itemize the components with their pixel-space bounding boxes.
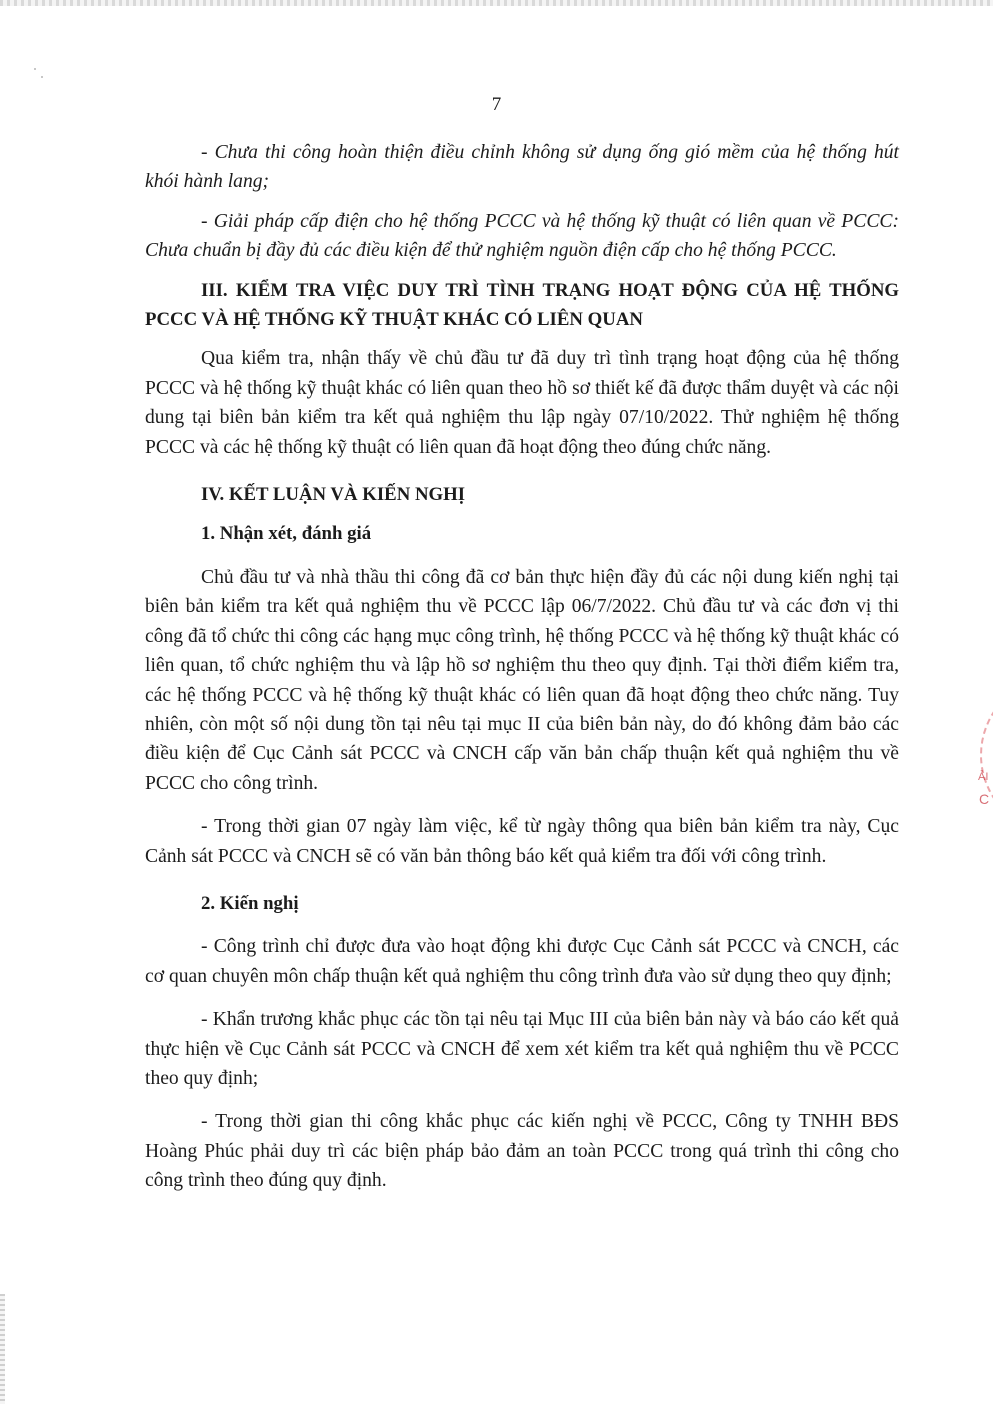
section-heading-iii: III. KIỂM TRA VIỆC DUY TRÌ TÌNH TRẠNG HOẠT ĐỘNG CỦA HỆ THỐNG PCCC VÀ HỆ THỐNG KỸ THUẬT KHÁC CÓ LIÊN QUAN — [145, 279, 899, 331]
subheading-recommendations: 2. Kiến nghị — [201, 892, 299, 914]
paragraph-notification: - Trong thời gian 07 ngày làm việc, kể từ ngày thông qua biên bản kiểm tra này, Cục Cảnh sát PCCC và CNCH sẽ có văn bản thông báo kết quả kiểm tra đối với công trình. — [145, 816, 899, 867]
stamp-text-2: C — [979, 791, 990, 807]
paragraph-inspection-result: Qua kiểm tra, nhận thấy về chủ đầu tư đã duy trì tình trạng hoạt động của hệ thống PCCC và hệ thống kỹ thuật khác có liên quan theo hồ sơ thiết kế đã được thẩm duyệt và các nội dung tại biên bản kiểm tra kết quả nghiệm thu lập ngày 07/10/2022. Thử nghiệm hệ thống PCCC và các hệ thống kỹ thuật có liên quan đã hoạt động theo đúng chức năng. — [145, 348, 899, 458]
page-number: 7 — [491, 94, 502, 115]
section-heading-iv: IV. KẾT LUẬN VÀ KIẾN NGHỊ — [201, 484, 466, 506]
scan-speck — [34, 68, 36, 70]
stamp-ring — [980, 680, 993, 830]
recommendation-operation: - Công trình chỉ được đưa vào hoạt động khi được Cục Cảnh sát PCCC và CNCH, các cơ quan chuyên môn chấp thuận kết quả nghiệm thu công trình đưa vào sử dụng theo quy định; — [145, 936, 899, 987]
paragraph-smoke-duct: - Chưa thi công hoàn thiện điều chỉnh không sử dụng ống gió mềm của hệ thống hút khói hành lang; — [145, 142, 899, 193]
paragraph-power-supply: - Giải pháp cấp điện cho hệ thống PCCC và hệ thống kỹ thuật có liên quan về PCCC: Chưa chuẩn bị đầy đủ các điều kiện để thử nghiệm nguồn điện cấp cho hệ thống PCCC. — [145, 210, 899, 262]
recommendation-remediation: - Khẩn trương khắc phục các tồn tại nêu tại Mục III của biên bản này và báo cáo kết quả thực hiện về Cục Cảnh sát PCCC và CNCH để xem xét kiểm tra kết quả nghiệm thu về PCCC theo quy định; — [145, 1009, 899, 1089]
scan-border-left — [0, 1294, 5, 1404]
recommendation-safety: - Trong thời gian thi công khắc phục các kiến nghị về PCCC, Công ty TNHH BĐS Hoàng Phúc phải duy trì các biện pháp bảo đảm an toàn PCCC trong quá trình thi công cho công trình theo đúng quy định. — [145, 1111, 899, 1192]
scan-speck — [41, 76, 43, 78]
red-stamp-fragment — [974, 680, 993, 830]
paragraph-assessment: Chủ đầu tư và nhà thầu thi công đã cơ bản thực hiện đầy đủ các nội dung kiến nghị tại biên bản kiểm tra kết quả nghiệm thu về PCCC lập 06/7/2022. Chủ đầu tư và các đơn vị thi công đã tổ chức thi công các hạng mục công trình, hệ thống PCCC và hệ thống kỹ thuật khác có liên quan, tổ chức nghiệm thu và lập hồ sơ nghiệm thu theo quy định. Tại thời điểm kiểm tra, các hệ thống PCCC và hệ thống kỹ thuật khác có liên quan đã hoạt động theo chức năng. Tuy nhiên, còn một số nội dung tồn tại nêu tại mục II của biên bản này, do đó không đảm bảo các điều kiện để Cục Cảnh sát PCCC và CNCH cấp văn bản chấp thuận kết quả nghiệm thu về PCCC cho công trình. — [145, 566, 899, 794]
stamp-text-1: ẢI — [978, 771, 989, 783]
scan-border-top — [0, 0, 993, 6]
subheading-assessment: 1. Nhận xét, đánh giá — [201, 523, 372, 545]
document-body — [145, 138, 899, 1196]
